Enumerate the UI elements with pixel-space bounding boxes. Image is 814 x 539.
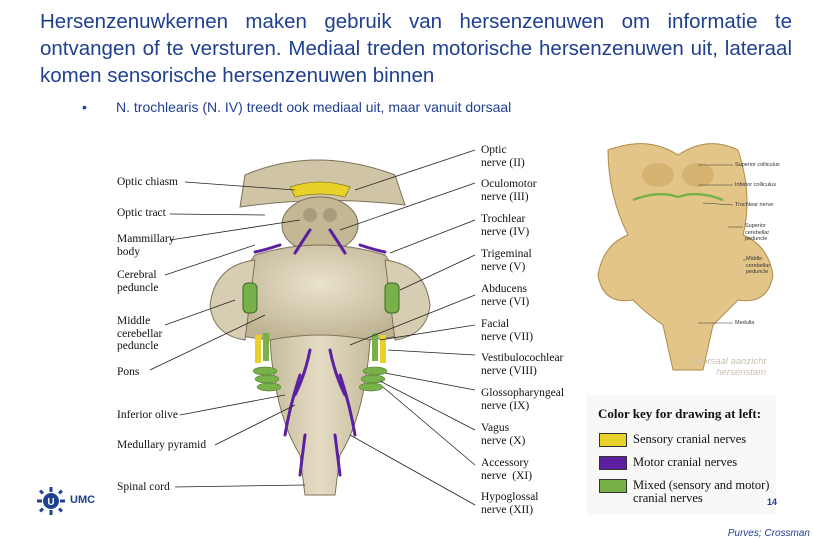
- photo-label-middle-cerebellar-peduncle: Middle cerebellar peduncle: [746, 256, 771, 275]
- label-trochlear-nerve: Trochlear nerve (IV): [481, 213, 530, 238]
- label-inferior-olive: Inferior olive: [117, 409, 178, 421]
- swatch-sensory: [599, 433, 627, 447]
- label-abducens-nerve: Abducens nerve (VI): [481, 283, 530, 308]
- label-medullary-pyramid: Medullary pyramid: [117, 439, 207, 451]
- key-label-motor: Motor cranial nerves: [633, 455, 738, 469]
- pons-shape: [233, 245, 408, 343]
- umc-logo-icon: [36, 487, 66, 515]
- label-cerebral-peduncle: Cerebral peduncle: [117, 269, 159, 294]
- medulla-shape: [270, 335, 370, 495]
- label-optic-tract: Optic tract: [117, 207, 166, 219]
- label-pons: Pons: [117, 366, 140, 378]
- label-hypoglossal-nerve: Hypoglossal nerve (XII): [481, 491, 539, 516]
- bullet-text: N. trochlearis (N. IV) treedt ook mediaal uit, maar vanuit dorsaal: [116, 99, 512, 115]
- label-middle-cerebellar-peduncle: Middle cerebellar peduncle: [117, 315, 163, 352]
- photo-label-superior-cerebellar-peduncle: Superior cerebellar peduncle: [745, 223, 770, 242]
- label-glossopharyngeal-nerve: Glossopharyngeal nerve (IX): [481, 387, 565, 412]
- umc-logo-text: UMC: [70, 494, 96, 506]
- vestibulocochlear-nerve-shape: [255, 335, 261, 363]
- label-mammillary-body: Mammillary body: [117, 233, 175, 258]
- label-spinal-cord: Spinal cord: [117, 481, 170, 493]
- label-accessory-nerve: Accessory nerve (XI): [481, 457, 533, 482]
- photo-label-medulla: Medulla: [735, 320, 755, 326]
- dorsal-brainstem-photo: [578, 135, 808, 380]
- label-vestibulocochlear-nerve: Vestibulocochlear nerve (VIII): [481, 352, 564, 377]
- slide-heading: Hersenzenuwkernen maken gebruik van hersenzenuwen om informatie te ontvangen of te versturen. Mediaal treden motorische hersenzenuwen uit, lateraal komen sensorische hersenzenuwen binnen: [40, 10, 792, 87]
- page-number: 14: [767, 497, 778, 507]
- label-optic-nerve: Optic nerve (II): [481, 144, 525, 169]
- label-oculomotor-nerve: Oculomotor nerve (III): [481, 178, 537, 203]
- photo-label-inferior-colliculus: Inferior colliculus: [735, 182, 776, 188]
- label-vagus-nerve: Vagus nerve (X): [481, 422, 526, 447]
- facial-nerve-shape: [263, 333, 269, 361]
- photo-label-superior-colliculus: Superior colliculus: [735, 162, 780, 168]
- trigeminal-nerve-shape: [243, 283, 257, 313]
- key-label-mixed: Mixed (sensory and motor) cranial nerves: [633, 478, 770, 505]
- bullet-dot: •: [82, 99, 87, 115]
- label-facial-nerve: Facial nerve (VII): [481, 318, 534, 343]
- color-key-title: Color key for drawing at left:: [598, 406, 762, 421]
- swatch-mixed: [599, 479, 627, 493]
- key-label-sensory: Sensory cranial nerves: [633, 432, 747, 446]
- label-trigeminal-nerve: Trigeminal nerve (V): [481, 248, 532, 273]
- mammillary-body-shape: [303, 208, 317, 222]
- photo-caption: Dorsaal aanzicht hersenstam: [695, 356, 766, 378]
- photo-label-trochlear-nerve: Trochlear nerve: [735, 202, 774, 208]
- source-credit: Purves; Crossman: [727, 528, 810, 539]
- svg-text:U: U: [47, 497, 55, 508]
- label-optic-chiasm: Optic chiasm: [117, 176, 178, 188]
- swatch-motor: [599, 456, 627, 470]
